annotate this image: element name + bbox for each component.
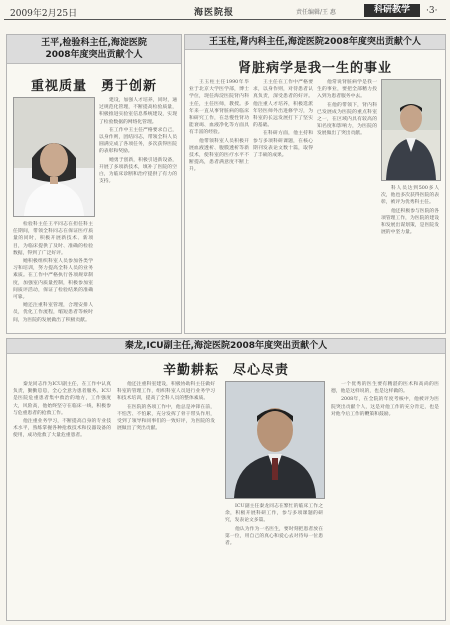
portrait-image — [226, 382, 324, 498]
article-column-3 — [317, 79, 377, 329]
article-column-3 — [225, 503, 323, 615]
issue-date: 2009年2月25日 — [10, 9, 78, 19]
paragraph: 建设，加强人才培养，同时，通过规范化管理，不断提高检验质量，积极推进实验室信息系统建设，实现了检验数据的网络化管理。 — [99, 98, 177, 125]
page-header — [6, 4, 444, 18]
paragraph: 在医院的各项工作中，他总是冲锋在前，不怕苦、不怕累，充分发挥了骨干带头作用，受到了领导和同事们的一致好评，为医院的发展做出了突出贡献。 — [117, 404, 215, 432]
article-column-1 — [13, 381, 111, 615]
article-tag — [7, 35, 181, 64]
paragraph: 王玉柱主任1990年毕业于北京大学医学部，博士学位，现任海淀医院肾内科主任，主任医师，教授。多年来一直从事肾脏病的临床和研究工作，在急慢性肾功能衰竭、血液净化等方面具有丰富的经验。 — [189, 80, 249, 136]
portrait-image — [14, 98, 94, 216]
paragraph: 在科研方面，他主持和参与多项科研课题，在核心期刊发表论文数十篇，取得了丰硕的成果。 — [253, 131, 313, 159]
article-column-2 — [99, 97, 177, 329]
article-tag-line1: 王平,检验科主任,海淀医院 — [41, 38, 147, 48]
article-wang-yuzhu — [184, 34, 446, 334]
paragraph: 2008年，在全院的年度考核中，他被评为医院突出贡献个人，这是对他工作的充分肯定，也是对他今后工作的鞭策和鼓励。 — [331, 397, 439, 417]
article-headline: 肾脏病学是我一生的事业 — [237, 61, 392, 76]
header-rule — [4, 19, 446, 20]
paragraph: 他常说肾脏病学是我一生的事业，要把全部精力投入到为患者服务中去。 — [317, 80, 377, 100]
article-qin-long — [6, 338, 446, 621]
article-column-2 — [117, 381, 215, 615]
paragraph: 他还注重科室建设，积极协助科主任做好科室的管理工作，组织科室人员进行业务学习和技术培训，提高了全科人员的整体素质。 — [117, 382, 215, 402]
article-column-1 — [189, 79, 249, 329]
paragraph: 他认为作为一名医生，要时刻把患者放在第一位，用自己的真心和爱心去对待每一位患者。 — [225, 526, 323, 547]
article-tag: 秦龙,ICU副主任,海淀医院2008年度突出贡献个人 — [7, 339, 445, 354]
paragraph: 王主任在工作中严格要求，以身作则，对待患者认真负责，深受患者的好评。他注重人才培养，积极选派年轻医师外出进修学习，为科室的长远发展打下了坚实的基础。 — [253, 80, 313, 129]
section-label: 科研教学 — [364, 4, 420, 17]
paragraph: 他注重业务学习，不断提高自身的专业技术水平，熟练掌握各种抢救技术和仪器设备的使用，成功抢救了大量危重患者。 — [13, 419, 111, 439]
portrait-image — [382, 80, 440, 180]
paragraph: 秦龙同志作为ICU副主任，在工作中认真负责，勤勤恳恳，全心全意为患者服务。ICU是医院危重患者集中救治的地方，工作强度大，风险高，他始终坚守在临床一线，积极参与危重患者的抢救工作。 — [13, 382, 111, 416]
paragraph: 她积极组织科室人员参加各类学习和培训，努力提高全科人员的业务素质。在工作中严格执行各项规章制度，加强室内质量控制，积极参加室间质评活动，保证了检验结果的准确可靠。 — [13, 259, 93, 301]
editor-credit: 责任编辑/王 惠 — [296, 9, 336, 16]
article-column-4 — [331, 381, 439, 615]
article-headline: 辛勤耕耘 尽心尽责 — [162, 363, 289, 378]
paragraph: 检验科主任王平同志在担任科主任期间，带领全科同志在保证医疗质量的同时，积极开展新技术、新项目，为临床提供了及时、准确的检验数据，得到了广泛好评。 — [13, 222, 93, 256]
paragraph: 她还注重科室管理，合理安排人员，优化工作流程，缩短患者等候时间，为医院的发展做出了积极贡献。 — [13, 303, 93, 323]
article-headline: 重视质量 勇于创新 — [30, 79, 157, 94]
portrait-photo — [381, 79, 441, 181]
portrait-photo — [13, 97, 95, 217]
article-column-2 — [253, 79, 313, 329]
paragraph: ICU副主任秦龙同志在繁忙的临床工作之余，积极开展科研工作，参与多项课题的研究，发表论文多篇。 — [225, 504, 323, 524]
paragraph: 一个优秀的医生要有精湛的医术和高尚的医德，他是这样说的，也是这样做的。 — [331, 382, 439, 395]
paragraph: 他带领科室人员积极开展血液透析、腹膜透析等新技术，使科室的医疗水平不断提高，患者满意度不断上升。 — [189, 138, 249, 173]
paper-name: 海医院报 — [194, 8, 235, 18]
portrait-photo — [225, 381, 325, 499]
article-column-1 — [13, 221, 93, 329]
article-tag: 王玉柱,肾内科主任,海淀医院2008年度突出贡献个人 — [185, 35, 445, 50]
article-column-4 — [381, 185, 439, 329]
article-wang-ping — [6, 34, 182, 334]
page-number: ·3· — [426, 6, 438, 16]
paragraph: 在他的带领下，肾内科已发展成为医院的重点科室之一，在区域内具有较高的知名度和影响力，为医院的发展做出了突出贡献。 — [317, 102, 377, 137]
paragraph: 科人员达到500多人次，他也多次获得医院的表彰，被评为优秀科主任。 — [381, 186, 439, 206]
paragraph: 她勇于创新，积极引进新设备，开展了多项新技术，填补了医院的空白，为临床诊断和治疗提供了有力的支持。 — [99, 157, 177, 185]
paragraph: 他还积极参与医院的各项管理工作，为医院的建设和发展出谋划策，是医院发展的中坚力量。 — [381, 208, 439, 236]
article-tag-line2: 2008年度突出贡献个人 — [45, 50, 143, 60]
paragraph: 在工作中王主任严格要求自己，以身作则，团结同志，带领全科人员圆满完成了各项任务，多次获得医院的表彰和奖励。 — [99, 127, 177, 155]
